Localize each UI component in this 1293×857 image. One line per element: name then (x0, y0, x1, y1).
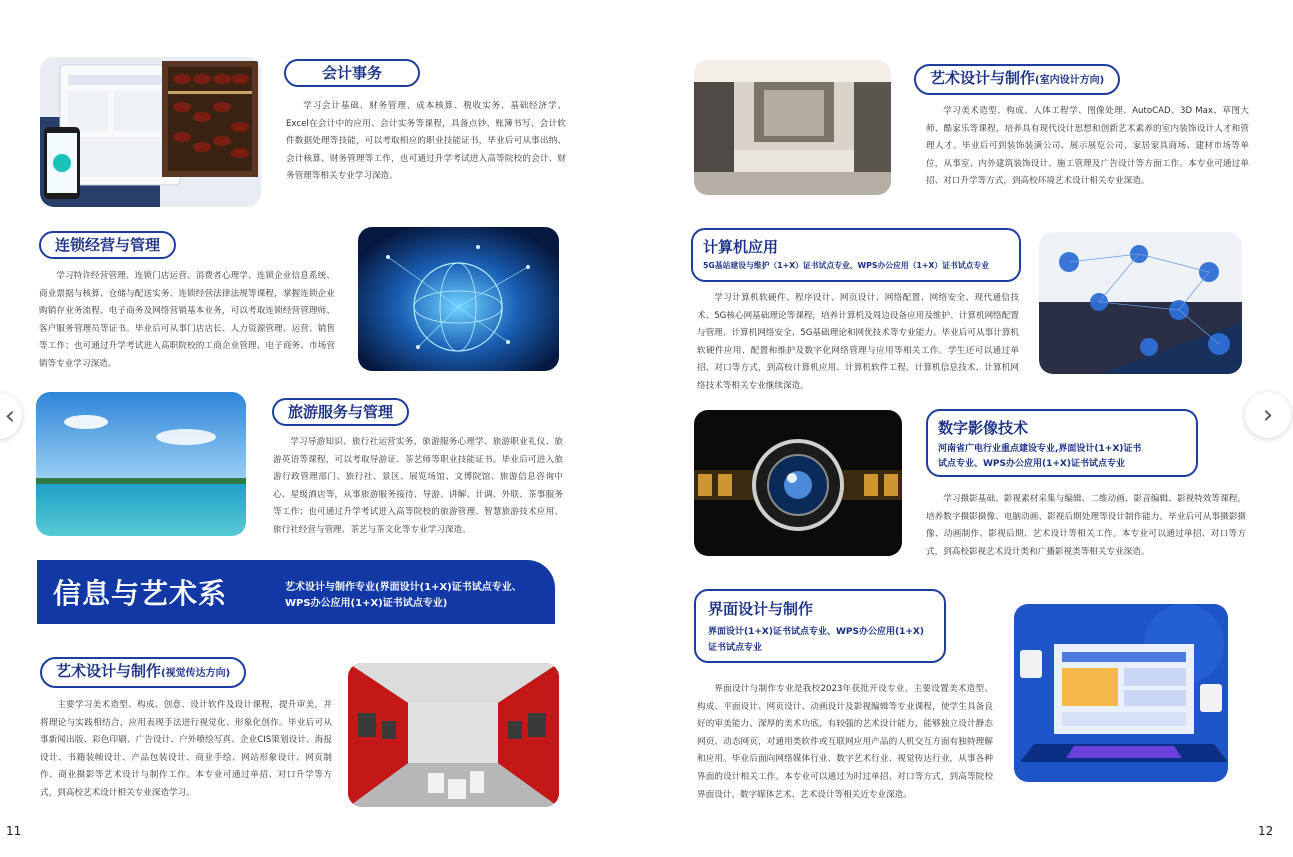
computer-photo (1039, 232, 1242, 374)
chain-photo (358, 227, 559, 371)
network-hands-illustration (1039, 232, 1242, 374)
interface-title-box (694, 589, 946, 663)
digital-photo (694, 410, 902, 556)
computer-title-box (691, 228, 1021, 282)
interior-text: 学习美术造型、构成、人体工程学、图像处理、AutoCAD、3D Max、草图大师、酷家乐等课程，培养具有现代设计思想和创新艺术素养的室内装饰设计人才和管理人才。毕业后可到装饰装潢公司、展示展览公司、家居家具商场、建材市场等单位，从事室、内外建筑装饰设计、施工管理及广告设计等方面工作。本专业可通过单招、对口升学等方式，到高校环境艺术设计相关专业深造。 (926, 106, 1249, 187)
accounting-text: 学习会计基础、财务管理、成本核算、税收实务、基础经济学、Excel在会计中的应用、会计实务等课程，具备点钞、账簿书写、会计软件数据处理等技能，可以考取相应的职业技能证书，毕业后可从事出纳、会计核算、财务管理等工作，也可通过升学考试进入高等院校的会计、财务管理等相关专业学习深造。 (286, 101, 566, 182)
globe-network-illustration (358, 227, 559, 371)
accounting-illustration (40, 57, 261, 207)
tourism-title: 旅游服务与管理 (272, 398, 409, 426)
interior-photo (694, 60, 891, 195)
beach-illustration (36, 392, 246, 536)
department-subtitle-line1: 艺术设计与制作专业(界面设计(1+X)证书试点专业、 (285, 582, 522, 593)
accounting-photo (40, 57, 261, 207)
digital-title-box (926, 409, 1198, 477)
film-lens-illustration (694, 410, 902, 556)
laptop-ui-illustration (1014, 604, 1228, 782)
department-subtitle-line2: WPS办公应用(1+X)证书试点专业) (285, 598, 448, 609)
interface-subtitle-line1: 界面设计(1+X)证书试点专业、WPS办公应用(1+X) (708, 627, 924, 637)
computer-subtitle: 5G基站建设与维护（1+X）证书试点专业、WPS办公应用（1+X）证书试点专业 (703, 261, 990, 270)
interior-title-main: 艺术设计与制作 (930, 69, 1036, 87)
visual-title (40, 657, 246, 688)
chain-title: 连锁经营与管理 (39, 231, 176, 259)
page-number-left: 11 (6, 824, 22, 838)
department-title: 信息与艺术系 (53, 577, 228, 610)
interface-title: 界面设计与制作 (708, 600, 814, 618)
interface-subtitle-line2: 证书试点专业 (708, 643, 763, 653)
digital-subtitle-line1: 河南省广电行业重点建设专业,界面设计(1+X)证书 (938, 444, 1142, 454)
tourism-photo (36, 392, 246, 536)
visual-title-main: 艺术设计与制作 (56, 662, 162, 680)
digital-text: 学习摄影基础、影视素材采集与编辑、二维动画、影音编辑、影视特效等课程，培养数字摄影摄像、电脑动画、影视后期处理等设计制作能力。毕业后可从事摄影摄像、动画制作、影视后期、艺术设计等相关工作。本专业可以通过单招、对口等方式，到高校影视艺术设计类和广播影视类等相关专业深造。 (926, 494, 1246, 557)
tourism-text: 学习导游知识、旅行社运营实务、旅游服务心理学、旅游职业礼仪、旅游英语等课程，可以考取导游证、茶艺师等职业技能证书。毕业后可进入旅游行政管理部门、旅行社、景区、展览场馆、文博院馆、旅游信息咨询中心、星级酒店等，从事旅游服务接待、导游、讲解、计调、外联、茶事服务等工作；也可通过升学考试进入高等院校的旅游管理、智慧旅游技术应用、旅行社经营与管理、茶艺与茶文化等专业学习深造。 (273, 437, 563, 535)
digital-subtitle-line2: 试点专业、WPS办公应用(1+X)证书试点专业 (938, 459, 1125, 469)
department-banner (37, 560, 555, 624)
visual-photo (348, 663, 559, 807)
interior-title-small: (室内设计方向) (1035, 75, 1105, 86)
next-page-button[interactable] (1245, 392, 1291, 438)
chevron-left-icon: ‹ (4, 401, 16, 431)
interior-illustration (694, 60, 891, 195)
interface-text: 界面设计与制作专业是我校2023年获批开设专业。主要设置美术造型、构成、平面设计、网页设计、动画设计及影视编辑等专业课程，使学生具备良好的审美能力、深厚的美术功底，有较强的艺术设计能力，能够独立设计静态网页、动态网页，对通用类软件或互联网应用产品的人机交互方面有独特理解和应用。毕业后面向网络媒体行业、数字艺术行业、视觉传达行业，从事各种界面的设计相关工作。本专业可以通过为时过单招、对口等方式，到高等院校界面设计、数字媒体艺术、艺术设计等相关近专业深造。 (697, 684, 993, 800)
visual-title-small: (视觉传达方向) (161, 668, 231, 679)
digital-title: 数字影像技术 (938, 419, 1029, 437)
accounting-title: 会计事务 (284, 59, 420, 87)
interface-photo (1014, 604, 1228, 782)
previous-page-button[interactable] (0, 393, 22, 439)
visual-text: 主要学习美术造型、构成、创意、设计软件及设计课程，提升审美，并将理论与实践相结合，应用表现手法进行视觉化、形象化创作。毕业后可从事新闻出版、彩色印刷、广告设计、户外喷绘写真、企业CIS策划设计、海报设计、书籍装帧设计、产品包装设计、商业手绘、网站形象设计、网页制作、商业摄影等艺术设计与制作工作。本专业可通过单招、对口升学等方式，到高校艺术设计相关专业深造学习。 (40, 700, 332, 798)
interior-title (914, 64, 1120, 95)
gallery-illustration (348, 663, 559, 807)
chain-text: 学习特许经营管理、连锁门店运营、消费者心理学、连锁企业信息系统、商业票据与核算、仓储与配送实务、连锁经营法律法规等课程，掌握连锁企业购销存业务流程、电子商务及网络营销基本业务，可以考取连锁经营管理师、客户服务管理员等证书。毕业后可从事门店店长、人力资源管理、运营、销售等工作；也可通过升学考试进入高职院校的工商企业管理、电子商务、市场营销等专业学习深造。 (39, 271, 335, 369)
chevron-right-icon: › (1262, 400, 1274, 430)
page-number-right: 12 (1258, 824, 1274, 838)
computer-title: 计算机应用 (703, 238, 779, 256)
computer-text: 学习计算机软硬件、程序设计、网页设计、网络配置、网络安全、现代通信技术、5G核心网基础理论等课程，培养计算机及周边设备应用及维护、计算机网络配置与管理、计算机网络安全、5G基础理论和网优技术等专业能力。毕业后可从事计算机软硬件应用、配置和维护及数字化网络管理与应用等相关工作。学生还可以通过单招、对口等方式，到高校计算机应用、计算机软件工程、计算机信息技术、计算机网络技术等相关专业继续深造。 (697, 293, 1019, 391)
